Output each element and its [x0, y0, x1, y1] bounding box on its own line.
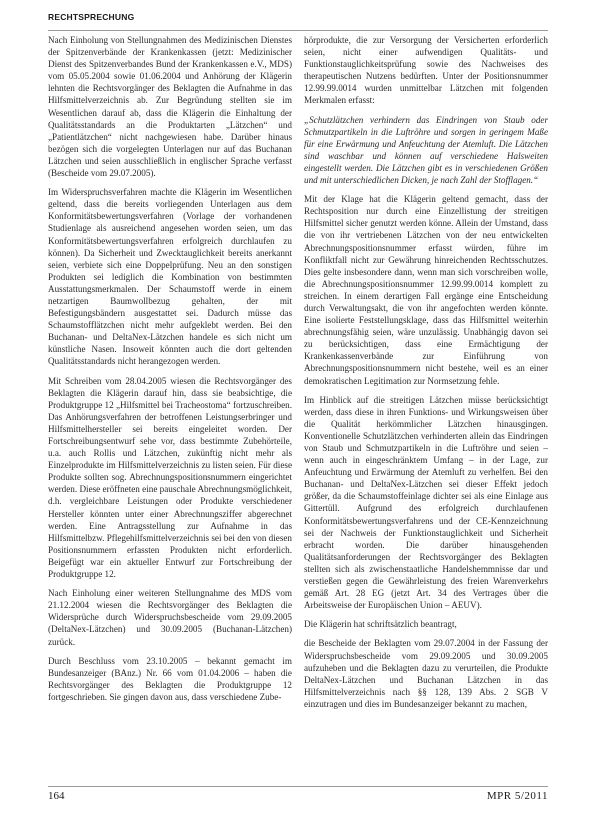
right-column — [304, 34, 548, 782]
journal-reference: MPR 5/2011 — [486, 790, 548, 802]
left-column — [48, 34, 292, 782]
page-number: 164 — [48, 790, 65, 802]
paragraph: hörprodukte, die zur Versorgung der Versicherten erforderlich seien, nicht einer aufwendigen Qualitäts- und Funktionstauglichkeitsprüfung sowie des Nachweises des therapeutischen Nutzens bedürften. Unter der Positionsnummer 12.99.99.0014 wurden unmittelbar Lätzchen mit folgenden Merkmalen erfasst: — [304, 35, 548, 106]
paragraph: die Bescheide der Beklagten vom 29.07.2004 in der Fassung der Widerspruchsbescheide vom 29.09.2005 und 30.09.2005 aufzuheben und die Beklagten dazu zu verurteilen, die Produkte DeltaNex-Lätzchen und Buchanan Lätzchen in das Hilfsmittelverzeichnis nach §§ 128, 139 Abs. 2 SGB V einzutragen und dies im Bundesanzeiger bekannt zu machen, — [304, 638, 548, 709]
paragraph: Die Klägerin hat schriftsätzlich beantragt, — [304, 619, 457, 630]
paragraph: Mit Schreiben vom 28.04.2005 wiesen die Rechtsvorgänger des Beklagten die Klägerin darauf hin, dass sie beabsichtige, die Produktgruppe 12 „Hilfsmittel bei Tracheostoma“ fortzuschreiben. Das Anhörungsverfahren der betroffenen Leistungserbringer und Hilfsmittelhersteller sei bereits eingeleitet worden. Der Fortschreibungsentwurf sehe vor, dass bestimmte Zubehörteile, u.a. auch Rollis und Lätzchen, zukünftig nicht mehr als Einzelprodukte im Hilfsmittelverzeichnis zu listen seien. Für diese Produkte sollten sog. Abrechnungspositionsnummern eingerichtet werden. Diese eröffneten eine pauschale Abrechnungsmöglichkeit, d.h. vergleichbare Leistungen oder Produkte verschiedener Hersteller könnten unter einer Abrechnungsziffer abgerechnet werden. Eine Antragsstellung zur Aufnahme in das Hilfsmittelbzw. Pflegehilfsmittelverzeichnis sei bei den von diesen Positionsnummern erfassten Produkten nicht erforderlich. Beigefügt war ein aktueller Entwurf zur Fortschreibung der Produktgruppe 12. — [48, 375, 292, 580]
section-header: RECHTSPRECHUNG — [48, 12, 135, 22]
header-divider — [48, 30, 548, 31]
footer-divider — [48, 786, 548, 787]
paragraph: Durch Beschluss vom 23.10.2005 – bekannt gemacht im Bundesanzeiger (BAnz.) Nr. 66 vom 01.04.2006 – haben die Rechtsvorgänger des Beklagten die Produktgruppe 12 fortgeschrieben. Sie gingen davon aus, dass verschiedene Zube- — [48, 655, 292, 702]
paragraph: Nach Einholung von Stellungnahmen des Medizinischen Dienstes der Spitzenverbände der Krankenkassen (jetzt: Medizinischer Dienst des Spitzenverbandes Bund der Krankenkassen e.V., MDS) vom 05.05.2004 sowie 01.06.2004 und Anhörung der Klägerin lehnten die Rechtsvorgänger des Beklagten die Aufnahme in das Hilfsmittelverzeichnis ab. Zur Begründung stellten sie im Wesentlichen darauf ab, dass die Klägerin die Einhaltung der Qualitätsstandards an die Produktarten „Lätzchen“ und „Patientlätzchen“ nicht nachgewiesen habe. Darüber hinaus bezögen sich die vorgelegten Unterlagen nur auf das Buchanan Lätzchen und seien ausschließlich in englischer Sprache verfasst (Bescheide vom 29.07.2005). — [48, 35, 292, 179]
paragraph: Nach Einholung einer weiteren Stellungnahme des MDS vom 21.12.2004 wiesen die Rechtsvorgänger des Beklagten die Widersprüche durch Widerspruchsbescheide vom 29.09.2005 (DeltaNex-Lätzchen) und 30.09.2005 (Buchanan-Lätzchen) zurück. — [48, 588, 292, 647]
paragraph: Im Hinblick auf die streitigen Lätzchen müsse berücksichtigt werden, dass diese in ihren Funktions- und Wirkungsweisen über die Qualität herkömmlicher Lätzchen hinausgingen. Konventionelle Schutzlätzchen verhinderten allein das Eindringen von Staub und Schmutzpartikeln in die Luftröhre und seien – wenn auch in eingeschränktem Umfang – in der Lage, zur Anfeuchtung und Erwärmung der Atemluft zu verhelfen. Bei den Buchanan- und DeltaNex-Lätzchen sei dieser Effekt jedoch größer, da die Schaumstoffeinlage dichter sei als eine Einlage aus Gittertüll. Aufgrund des erfolgreich durchlaufenen Konformitätsbewertungsverfahrens und der CE-Kennzeichnung sei der Nachweis der Funktionstauglichkeit und Sicherheit erbracht worden. Die darüber hinausgehenden Qualitätsanforderungen der Rechtsvorgänger des Beklagten stellten sich als zwischenstaatliche Handelshemmnisse dar und verstießen gegen die Gewährleistung des freien Warenverkehrs gemäß Art. 28 EG (jetzt Art. 34 des Vertrages über die Arbeitsweise der Europäischen Union – AEUV). — [304, 394, 548, 611]
paragraph: Im Widerspruchsverfahren machte die Klägerin im Wesentlichen geltend, dass die bereits vorliegenden Unterlagen aus dem Konformitätsbewertungsverfahren (Vorlage der vorhandenen Studienlage als ausreichend angesehen worden seien, um das Konformitätsbewertungsverfahren erfolgreich durchlaufen zu können). Da Sicherheit und Zwecktauglichkeit bereits anerkannt seien, verbiete sich eine Doppelprüfung. Neu an den sonstigen Produkten sei lediglich die Kombination von bestimmten Ausstattungsmerkmalen. Der Schaumstoff werde in einem netzartigen Baumwollbezug gehalten, der mit Befestigungsbändern ausgestattet sei. Dadurch müsse das Schaumstofflätzchen nicht mehr aufgeklebt werden. Bei den Buchanan- und DeltaNex-Lätzchen handele es sich nicht um künstliche Nasen. Insoweit könnten auch die dort geltenden Qualitätsstandards nicht herangezogen werden. — [48, 187, 292, 367]
paragraph: Mit der Klage hat die Klägerin geltend gemacht, dass der Rechtsposition nur durch eine Einzellistung der streitigen Hilfsmittel sicher genutzt werden könne. Allein der Umstand, dass die von ihr vertriebenen Lätzchen von der neu entwickelten Abrechnungspositionsnummer erfasst würden, führe im Konfliktfall nicht zur Gewährung hinreichenden Rechtsschutzes. Dies gelte insbesondere dann, wenn man sich vorschreiben wolle, die Abrechnungspositionsnummer 12.99.99.0014 komplett zu streichen. In einem derartigen Fall ergänge eine Entscheidung durch Verwaltungsakt, die von ihr angefochten werden könnte. Eine isolierte Feststellungsklage, dass das Hilfsmittel weiterhin abrechnungsfähig seien, wäre unzulässig. Unabhängig davon sei zu berücksichtigen, dass eine Ermächtigung der Krankenkassenverbände zur Einführung von Abrechnungspositionsnummern nicht bestehe, weil es an einer demokratischen Legitimation zur Normsetzung fehle. — [304, 194, 548, 386]
quoted-paragraph: „Schutzlätzchen verhindern das Eindringen von Staub oder Schmutzpartikeln in die Luftröhre und sorgen in geringem Maße für eine Erwärmung und Anfeuchtung der Atemluft. Die Lätzchen sind waschbar und können auf verschiedene Halsweiten eingestellt werden. Die Lätzchen gibt es in verschiedenen Größen und mit unterschiedlichen Dicken, je nach Zahl der Stofflagen.“ — [304, 114, 548, 186]
